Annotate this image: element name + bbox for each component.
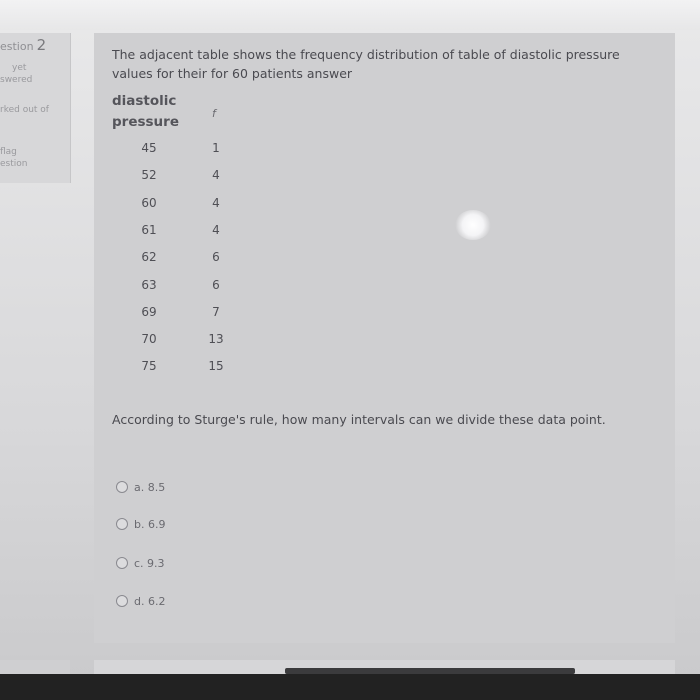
table-row xyxy=(94,223,294,247)
option-a-label: a. 8.5 xyxy=(134,480,166,494)
pressure-value: 70 xyxy=(141,332,157,347)
frequency-value: 6 xyxy=(212,250,220,265)
radio-icon[interactable] xyxy=(116,557,128,569)
table-header-pressure-line1: diastolic xyxy=(112,93,177,109)
table-row xyxy=(94,278,294,302)
option-b[interactable] xyxy=(116,515,236,533)
scrollbar[interactable] xyxy=(285,668,575,674)
table-row xyxy=(94,168,294,192)
frequency-value: 6 xyxy=(212,277,220,292)
table-row xyxy=(94,196,294,220)
pressure-value: 45 xyxy=(141,141,157,155)
pressure-value: 69 xyxy=(141,304,157,319)
frequency-value: 4 xyxy=(212,195,220,210)
pressure-value: 63 xyxy=(141,277,157,292)
table-header-pressure-line2: pressure xyxy=(112,114,179,130)
flag-question-link[interactable]: flag xyxy=(0,147,17,157)
status-not-yet: yet xyxy=(12,63,27,73)
pressure-value: 60 xyxy=(141,195,157,210)
question-prompt: According to Sturge's rule, how many intervals can we divide these data point. xyxy=(112,412,606,427)
frequency-value: 4 xyxy=(212,222,220,237)
question-label-text: estion xyxy=(0,40,34,53)
radio-icon[interactable] xyxy=(116,518,128,530)
option-c[interactable] xyxy=(116,554,236,572)
option-b-label: b. 6.9 xyxy=(134,517,166,531)
table-header-pressure xyxy=(112,91,179,133)
radio-icon[interactable] xyxy=(116,481,128,493)
pressure-value: 75 xyxy=(141,359,157,374)
frequency-value: 1 xyxy=(212,141,220,155)
frequency-value: 7 xyxy=(212,304,220,319)
table-row xyxy=(94,141,294,165)
question-text: The adjacent table shows the frequency distribution of table of diastolic pressure values for their for 60 patients answer xyxy=(112,47,620,81)
table-row xyxy=(94,359,294,383)
table-row xyxy=(94,332,294,356)
table-header-frequency: f xyxy=(212,107,216,120)
frequency-value: 15 xyxy=(208,359,224,374)
frequency-value: 13 xyxy=(208,332,224,347)
question-info-panel xyxy=(0,33,71,183)
radio-icon[interactable] xyxy=(116,595,128,607)
monitor-bezel xyxy=(0,674,700,700)
pressure-value: 61 xyxy=(141,222,157,237)
question-box xyxy=(94,33,675,643)
table-row xyxy=(94,305,294,329)
option-a[interactable] xyxy=(116,478,236,496)
question-number: 2 xyxy=(36,36,47,54)
screen-glare xyxy=(455,210,491,240)
option-c-label: c. 9.3 xyxy=(134,556,165,570)
question-label xyxy=(0,36,46,54)
marks-label: rked out of xyxy=(0,105,49,115)
flag-question-link-line2[interactable]: estion xyxy=(0,159,28,169)
top-edge xyxy=(0,0,700,30)
table-row xyxy=(94,250,294,274)
status-answered: swered xyxy=(0,75,33,85)
option-d[interactable] xyxy=(116,592,236,610)
option-d-label: d. 6.2 xyxy=(134,594,166,608)
frequency-value: 4 xyxy=(212,168,220,183)
pressure-value: 62 xyxy=(141,250,157,265)
next-panel-left xyxy=(0,660,70,674)
pressure-value: 52 xyxy=(141,168,157,183)
